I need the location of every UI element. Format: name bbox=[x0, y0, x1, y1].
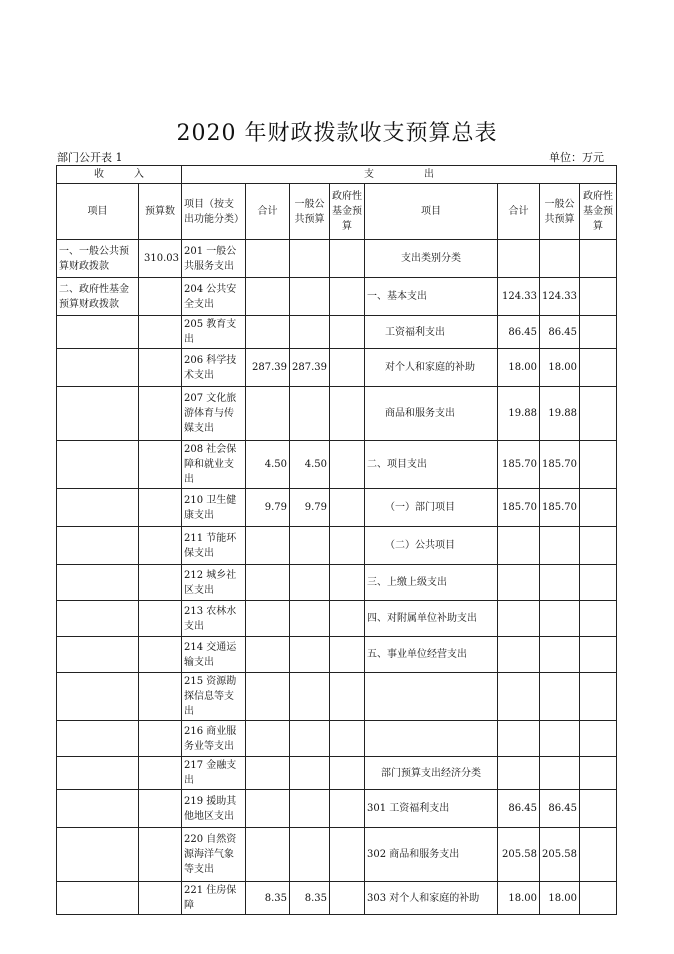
func-item: 210 卫生健康支出 bbox=[182, 489, 246, 527]
expense-general bbox=[540, 565, 580, 601]
expense-item bbox=[365, 721, 498, 757]
table-row bbox=[57, 673, 617, 721]
expense-fund bbox=[580, 316, 617, 349]
expense-item: 二、项目支出 bbox=[365, 441, 498, 489]
expense-item: 303 对个人和家庭的补助 bbox=[365, 882, 498, 915]
expense-fund bbox=[580, 721, 617, 757]
income-item: 一、一般公共预算财政拨款 bbox=[57, 240, 139, 278]
income-header: 收 入 bbox=[57, 166, 182, 184]
func-item: 208 社会保障和就业支出 bbox=[182, 441, 246, 489]
expense-general: 86.45 bbox=[540, 790, 580, 828]
func-total bbox=[246, 828, 290, 882]
expense-fund bbox=[580, 637, 617, 673]
expense-total bbox=[498, 757, 540, 790]
expense-general bbox=[540, 601, 580, 637]
expense-item: 部门预算支出经济分类 bbox=[365, 757, 498, 790]
expense-fund bbox=[580, 489, 617, 527]
income-item bbox=[57, 828, 139, 882]
expense-fund bbox=[580, 601, 617, 637]
expense-general bbox=[540, 240, 580, 278]
income-amount bbox=[139, 565, 182, 601]
func-item: 213 农林水支出 bbox=[182, 601, 246, 637]
expense-general bbox=[540, 721, 580, 757]
func-general bbox=[290, 601, 330, 637]
income-item bbox=[57, 673, 139, 721]
income-amount bbox=[139, 278, 182, 316]
expense-general bbox=[540, 673, 580, 721]
income-item bbox=[57, 489, 139, 527]
table-row bbox=[57, 565, 617, 601]
income-amount bbox=[139, 790, 182, 828]
income-item bbox=[57, 316, 139, 349]
func-general bbox=[290, 721, 330, 757]
expense-general: 86.45 bbox=[540, 316, 580, 349]
func-fund bbox=[330, 601, 365, 637]
expense-total: 19.88 bbox=[498, 387, 540, 441]
form-number: 部门公开表 1 bbox=[57, 151, 123, 164]
expense-item: 五、事业单位经营支出 bbox=[365, 637, 498, 673]
col-fund: 政府性基金预算 bbox=[330, 184, 365, 240]
expense-total: 86.45 bbox=[498, 316, 540, 349]
expense-fund bbox=[580, 441, 617, 489]
income-amount bbox=[139, 601, 182, 637]
income-amount bbox=[139, 757, 182, 790]
func-general: 287.39 bbox=[290, 349, 330, 387]
table-row bbox=[57, 316, 617, 349]
expense-item: （二）公共项目 bbox=[365, 527, 498, 565]
table-row bbox=[57, 278, 617, 316]
income-amount bbox=[139, 489, 182, 527]
income-amount bbox=[139, 673, 182, 721]
func-fund bbox=[330, 441, 365, 489]
func-total bbox=[246, 637, 290, 673]
func-item: 205 教育支出 bbox=[182, 316, 246, 349]
income-item: 二、政府性基金预算财政拨款 bbox=[57, 278, 139, 316]
expense-fund bbox=[580, 387, 617, 441]
func-item: 207 文化旅游体育与传媒支出 bbox=[182, 387, 246, 441]
expense-item: 302 商品和服务支出 bbox=[365, 828, 498, 882]
func-fund bbox=[330, 240, 365, 278]
col-total: 合计 bbox=[246, 184, 290, 240]
page-title: 2020 年财政拨款收支预算总表 bbox=[176, 121, 498, 146]
expense-item: 支出类别分类 bbox=[365, 240, 498, 278]
col-fund2: 政府性基金预算 bbox=[580, 184, 617, 240]
expense-total bbox=[498, 721, 540, 757]
table-row bbox=[57, 441, 617, 489]
expense-fund bbox=[580, 790, 617, 828]
expense-item bbox=[365, 673, 498, 721]
func-general bbox=[290, 565, 330, 601]
expense-total bbox=[498, 673, 540, 721]
income-item bbox=[57, 565, 139, 601]
func-fund bbox=[330, 278, 365, 316]
col-general2: 一般公共预算 bbox=[540, 184, 580, 240]
income-amount bbox=[139, 387, 182, 441]
table-row bbox=[57, 489, 617, 527]
func-total bbox=[246, 721, 290, 757]
income-amount bbox=[139, 828, 182, 882]
expense-item: 四、对附属单位补助支出 bbox=[365, 601, 498, 637]
expense-general bbox=[540, 527, 580, 565]
expense-general bbox=[540, 757, 580, 790]
table-row bbox=[57, 757, 617, 790]
expense-item: 三、上缴上级支出 bbox=[365, 565, 498, 601]
func-total bbox=[246, 790, 290, 828]
func-general bbox=[290, 278, 330, 316]
expense-item: 商品和服务支出 bbox=[365, 387, 498, 441]
table-row bbox=[57, 240, 617, 278]
col-func-item: 项目（按支出功能分类） bbox=[182, 184, 246, 240]
expense-total: 124.33 bbox=[498, 278, 540, 316]
func-general bbox=[290, 790, 330, 828]
table-row bbox=[57, 828, 617, 882]
func-general: 8.35 bbox=[290, 882, 330, 915]
income-amount: 310.03 bbox=[139, 240, 182, 278]
expense-fund bbox=[580, 278, 617, 316]
expense-general bbox=[540, 637, 580, 673]
table-row bbox=[57, 637, 617, 673]
func-item: 221 住房保障 bbox=[182, 882, 246, 915]
table-row bbox=[57, 721, 617, 757]
expense-total: 18.00 bbox=[498, 349, 540, 387]
func-total: 8.35 bbox=[246, 882, 290, 915]
income-item bbox=[57, 637, 139, 673]
func-item: 220 自然资源海洋气象等支出 bbox=[182, 828, 246, 882]
expense-item: 对个人和家庭的补助 bbox=[365, 349, 498, 387]
expense-fund bbox=[580, 828, 617, 882]
func-fund bbox=[330, 637, 365, 673]
func-fund bbox=[330, 565, 365, 601]
func-item: 219 援助其他地区支出 bbox=[182, 790, 246, 828]
income-item bbox=[57, 790, 139, 828]
func-item: 216 商业服务业等支出 bbox=[182, 721, 246, 757]
expense-general: 185.70 bbox=[540, 441, 580, 489]
col-item2: 项目 bbox=[365, 184, 498, 240]
expense-general: 205.58 bbox=[540, 828, 580, 882]
col-budget: 预算数 bbox=[139, 184, 182, 240]
expense-fund bbox=[580, 527, 617, 565]
expense-total: 86.45 bbox=[498, 790, 540, 828]
income-item bbox=[57, 757, 139, 790]
func-general: 4.50 bbox=[290, 441, 330, 489]
func-fund bbox=[330, 489, 365, 527]
func-item: 212 城乡社区支出 bbox=[182, 565, 246, 601]
col-total2: 合计 bbox=[498, 184, 540, 240]
func-general bbox=[290, 828, 330, 882]
income-amount bbox=[139, 349, 182, 387]
func-general bbox=[290, 757, 330, 790]
expense-general: 124.33 bbox=[540, 278, 580, 316]
func-total bbox=[246, 240, 290, 278]
expense-total bbox=[498, 527, 540, 565]
func-total bbox=[246, 387, 290, 441]
func-total bbox=[246, 601, 290, 637]
func-total bbox=[246, 565, 290, 601]
func-item: 206 科学技术支出 bbox=[182, 349, 246, 387]
func-total bbox=[246, 527, 290, 565]
expense-fund bbox=[580, 757, 617, 790]
income-amount bbox=[139, 441, 182, 489]
func-total bbox=[246, 757, 290, 790]
expense-fund bbox=[580, 882, 617, 915]
expense-general: 18.00 bbox=[540, 349, 580, 387]
func-fund bbox=[330, 349, 365, 387]
table-row bbox=[57, 349, 617, 387]
expense-total bbox=[498, 601, 540, 637]
func-total: 9.79 bbox=[246, 489, 290, 527]
table-row bbox=[57, 601, 617, 637]
table-row bbox=[57, 790, 617, 828]
func-item: 217 金融支出 bbox=[182, 757, 246, 790]
func-total: 4.50 bbox=[246, 441, 290, 489]
func-general bbox=[290, 316, 330, 349]
expense-total: 185.70 bbox=[498, 489, 540, 527]
expense-item: 一、基本支出 bbox=[365, 278, 498, 316]
expense-total bbox=[498, 240, 540, 278]
income-item bbox=[57, 721, 139, 757]
expense-item: （一）部门项目 bbox=[365, 489, 498, 527]
func-fund bbox=[330, 387, 365, 441]
func-fund bbox=[330, 882, 365, 915]
expense-total: 18.00 bbox=[498, 882, 540, 915]
income-item bbox=[57, 527, 139, 565]
expense-item: 工资福利支出 bbox=[365, 316, 498, 349]
income-amount bbox=[139, 637, 182, 673]
expense-fund bbox=[580, 673, 617, 721]
income-item bbox=[57, 441, 139, 489]
expense-fund bbox=[580, 240, 617, 278]
func-total bbox=[246, 673, 290, 721]
income-amount bbox=[139, 882, 182, 915]
income-amount bbox=[139, 527, 182, 565]
income-item bbox=[57, 387, 139, 441]
income-item bbox=[57, 882, 139, 915]
unit-label: 单位：万元 bbox=[549, 151, 604, 164]
budget-table bbox=[56, 165, 617, 915]
expense-total bbox=[498, 637, 540, 673]
func-fund bbox=[330, 828, 365, 882]
func-fund bbox=[330, 790, 365, 828]
col-general: 一般公共预算 bbox=[290, 184, 330, 240]
func-total bbox=[246, 278, 290, 316]
income-amount bbox=[139, 721, 182, 757]
func-item: 204 公共安全支出 bbox=[182, 278, 246, 316]
income-amount bbox=[139, 316, 182, 349]
func-item: 211 节能环保支出 bbox=[182, 527, 246, 565]
func-item: 215 资源勘探信息等支出 bbox=[182, 673, 246, 721]
table-row bbox=[57, 882, 617, 915]
income-item bbox=[57, 349, 139, 387]
expense-total: 205.58 bbox=[498, 828, 540, 882]
expense-general: 18.00 bbox=[540, 882, 580, 915]
expense-item: 301 工资福利支出 bbox=[365, 790, 498, 828]
func-general bbox=[290, 387, 330, 441]
func-total bbox=[246, 316, 290, 349]
func-fund bbox=[330, 673, 365, 721]
func-item: 214 交通运输支出 bbox=[182, 637, 246, 673]
func-general: 9.79 bbox=[290, 489, 330, 527]
expense-fund bbox=[580, 349, 617, 387]
income-item bbox=[57, 601, 139, 637]
expense-general: 19.88 bbox=[540, 387, 580, 441]
expense-general: 185.70 bbox=[540, 489, 580, 527]
func-fund bbox=[330, 757, 365, 790]
expense-fund bbox=[580, 565, 617, 601]
table-row bbox=[57, 527, 617, 565]
func-general bbox=[290, 240, 330, 278]
func-general bbox=[290, 637, 330, 673]
table-row bbox=[57, 387, 617, 441]
expense-header: 支 出 bbox=[182, 166, 617, 184]
expense-total bbox=[498, 565, 540, 601]
func-item: 201 一般公共服务支出 bbox=[182, 240, 246, 278]
func-total: 287.39 bbox=[246, 349, 290, 387]
func-fund bbox=[330, 316, 365, 349]
expense-total: 185.70 bbox=[498, 441, 540, 489]
func-general bbox=[290, 673, 330, 721]
func-fund bbox=[330, 527, 365, 565]
func-fund bbox=[330, 721, 365, 757]
col-item: 项目 bbox=[57, 184, 139, 240]
func-general bbox=[290, 527, 330, 565]
